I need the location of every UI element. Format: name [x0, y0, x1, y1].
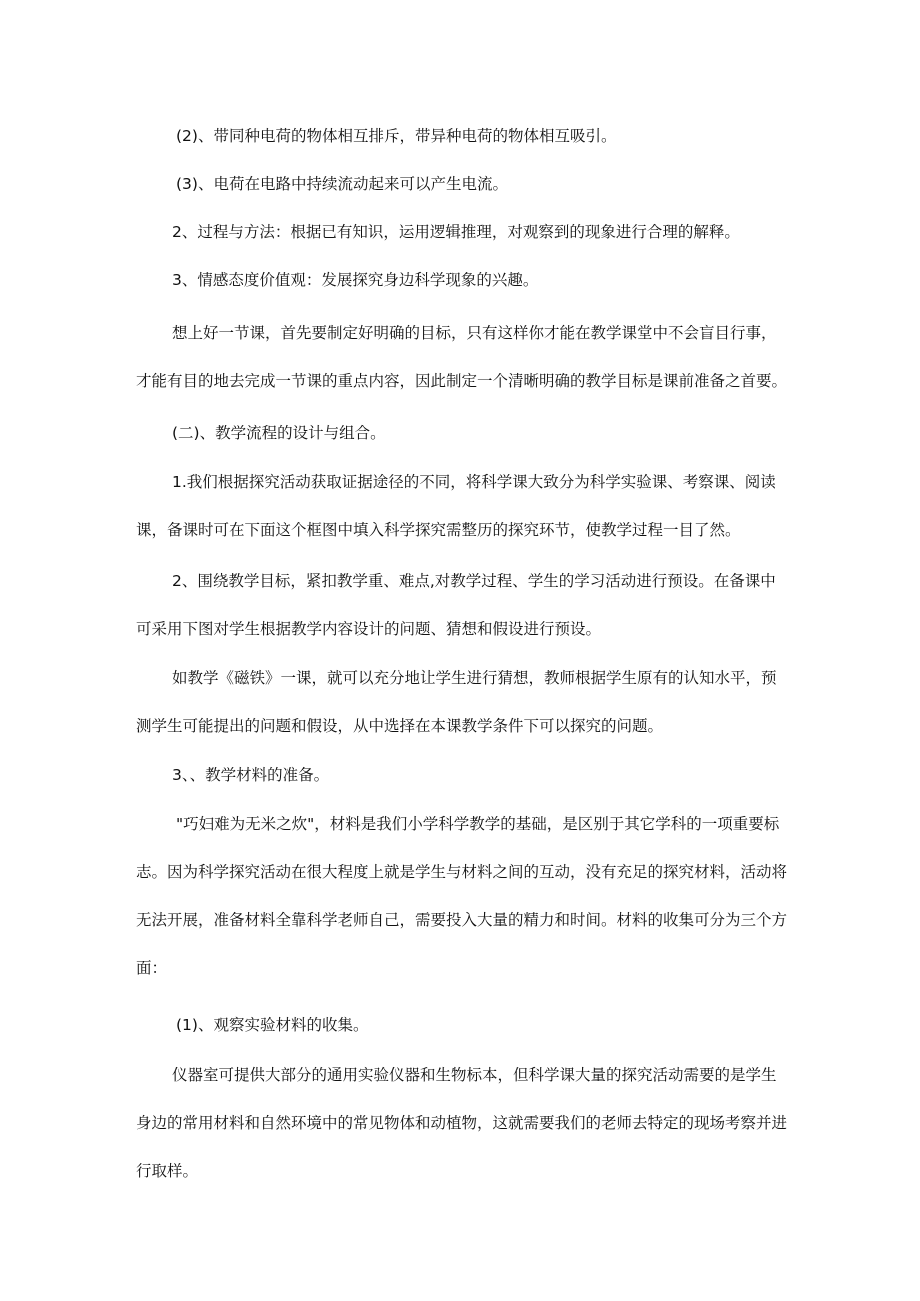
paragraph-attitude-values: 3、情感态度价值观：发展探究身边科学现象的兴趣。 [172, 271, 539, 289]
paragraph-magnet-example: 如教学《磁铁》一课，就可以充分地让学生进行猜想，教师根据学生原有的认知水平，预测学生可能提出的问题和假设，从中选择在本课教学条件下可以探究的问题。 [136, 669, 777, 735]
section-heading-teaching-process: (二)、教学流程的设计与组合。 [172, 424, 386, 442]
paragraph-process-method: 2、过程与方法：根据已有知识，运用逻辑推理，对观察到的现象进行合理的解释。 [172, 223, 740, 241]
paragraph-charge-current: (3)、电荷在电路中持续流动起来可以产生电流。 [176, 175, 508, 193]
paragraph-charge-repel-attract: (2)、带同种电荷的物体相互排斥，带异种电荷的物体相互吸引。 [176, 127, 617, 145]
paragraph-teaching-goals: 想上好一节课，首先要制定好明确的目标，只有这样你才能在教学课堂中不会盲目行事，才能有目的地去完成一节课的重点内容，因此制定一个清晰明确的教学目标是课前准备之首要。 [136, 324, 788, 390]
paragraph-teaching-preset: 2、围绕教学目标，紧扣教学重、难点,对教学过程、学生的学习活动进行预设。在备课中可采用下图对学生根据教学内容设计的问题、猜想和假设进行预设。 [136, 572, 776, 638]
section-heading-material-collection: (1)、观察实验材料的收集。 [176, 1016, 369, 1034]
paragraph-lab-materials: 仪器室可提供大部分的通用实验仪器和生物标本，但科学课大量的探究活动需要的是学生身边的常用材料和自然环境中的常见物体和动植物，这就需要我们的老师去特定的现场考察并进行取样。 [136, 1066, 788, 1180]
paragraph-materials-importance: "巧妇难为无米之炊"，材料是我们小学科学教学的基础，是区别于其它学科的一项重要标志。因为科学探究活动在很大程度上就是学生与材料之间的互动，没有充足的探究材料，活动将无法开展，准备材料全靠科学老师自己，需要投入大量的精力和时间。材料的收集可分为三个方面： [136, 815, 788, 977]
section-heading-materials: 3、、教学材料的准备。 [172, 766, 330, 784]
paragraph-course-types: 1.我们根据探究活动获取证据途径的不同，将科学课大致分为科学实验课、考察课、阅读课，备课时可在下面这个框图中填入科学探究需整历的探究环节，使教学过程一目了然。 [136, 473, 776, 539]
